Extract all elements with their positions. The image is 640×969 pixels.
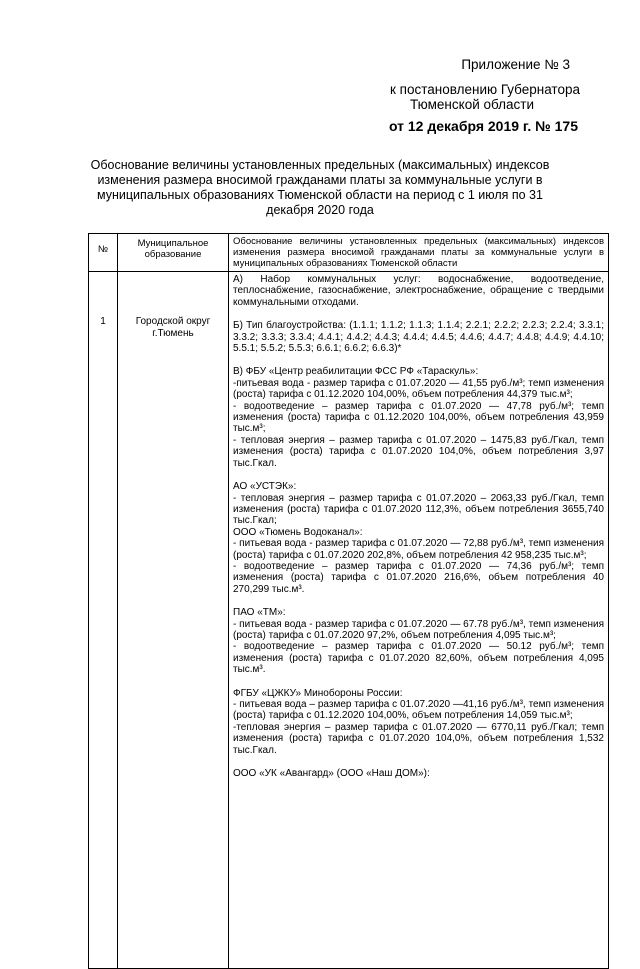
justification-paragraph: - питьевая вода - размер тарифа с 01.07.2020 — 72,88 руб./м³, темп изменения (роста) тарифа с 01.07.2020 202,8%, объем потребления 42 958,235 тыс.м³; <box>233 538 604 561</box>
header-municipality: Муниципальное образование <box>118 234 229 272</box>
justification-paragraph: ООО «УК «Авангард» (ООО «Наш ДОМ»): <box>233 768 430 780</box>
justification-paragraph: - тепловая энергия – размер тарифа с 01.07.2020 – 2063,33 руб./Гкал, темп изменения (роста) тарифа с 01.07.2020 112,3%, объем потребления 3655,740 тыс.Гкал; <box>233 492 604 527</box>
justification-paragraph: -тепловая энергия – размер тарифа с 01.07.2020 — 6770,11 руб./Гкал; темп изменения (роста) тарифа с 01.07.2020 104,0%, объем потребления 1,532 тыс.Гкал. <box>233 721 604 756</box>
header-num: № <box>89 234 118 272</box>
paragraph-gap <box>233 469 604 481</box>
justification-paragraph: - водоотведение – размер тарифа с 01.07.2020 — 50.12 руб./м³; темп изменения (роста) тарифа с 01.07.2020 82,60%, объем потребления 4,095 тыс.м³. <box>233 641 604 676</box>
row-municipality: Городской округ г.Тюмень <box>118 272 229 969</box>
paragraph-gap <box>233 676 604 688</box>
header-justification: Обоснование величины установленных предельных (максимальных) индексов изменения размера вносимой гражданами платы за коммунальные услуги в муниципальных образованиях Тюменской области <box>229 234 609 272</box>
row-justification <box>229 272 609 969</box>
document-title: Обоснование величины установленных предельных (максимальных) индексов изменения размера вносимой гражданами платы за коммунальные услуги в муниципальных образованиях Тюменской области на период с 1 июля по 31 декабря 2020 года <box>90 158 550 217</box>
justification-paragraph: ФГБУ «ЦЖКУ» Минобороны России: <box>233 687 403 699</box>
table-row <box>89 272 609 969</box>
justification-paragraph: А) Набор коммунальных услуг: водоснабжение, водоотведение, теплоснабжение, газоснабжение, электроснабжение, обращение с твердыми коммунальными отходами. <box>233 274 604 308</box>
justification-paragraph: - питьевая вода – размер тарифа с 01.07.2020 —41,16 руб./м³, темп изменения (роста) тарифа с 01.12.2020 104,00%, объем потребления 14,059 тыс.м³; <box>233 699 604 722</box>
justification-paragraph: ООО «Тюмень Водоканал»: <box>233 526 363 538</box>
justification-paragraph: АО «УСТЭК»: <box>233 481 297 493</box>
justification-paragraph: ПАО «ТМ»: <box>233 607 286 619</box>
appendix-number: Приложение № 3 <box>461 57 570 72</box>
justification-paragraph: - питьевая вода - размер тарифа с 01.07.2020 — 67.78 руб./м³, темп изменения (роста) тарифа с 01.07.2020 97,2%, объем потребления 4,095 тыс.м³; <box>233 618 604 641</box>
row-num: 1 <box>89 272 118 969</box>
paragraph-gap <box>233 595 604 607</box>
appendix-ref: к постановлению Губернатора <box>390 82 580 97</box>
justification-paragraph: Б) Тип благоустройства: (1.1.1; 1.1.2; 1.1.3; 1.1.4; 2.2.1; 2.2.2; 2.2.3; 2.2.4; 3.3.1; 3.3.2; 3.3.3; 3.3.4; 4.4.1; 4.4.2; 4.4.3; 4.4.4; 4.4.5; 4.4.6; 4.4.7; 4.4.8; 4.4.9; 4.4.10; 5.5.1; 5.5.2; 5.5.3; 6.6.1; 6.6.2; 6.6.3)* <box>233 320 604 355</box>
paragraph-gap <box>233 308 604 320</box>
justification-paragraph: -питьевая вода - размер тарифа с 01.07.2020 — 41,55 руб./м³; темп изменения (роста) тарифа с 01.12.2020 104,00%, объем потребления 44,379 тыс.м³; <box>233 377 604 401</box>
justification-paragraph: - водоотведение – размер тарифа с 01.07.2020 — 47,78 руб./м³; темп изменения (роста) тарифа с 01.12.2020 104,00%, объем потребления 43,959 тыс.м³; <box>233 400 604 435</box>
justification-paragraph: - водоотведение – размер тарифа с 01.07.2020 — 74,36 руб./м³; темп изменения (роста) тарифа с 01.07.2020 216,6%, объем потребления 40 270,299 тыс.м³. <box>233 560 604 595</box>
justification-paragraph: - тепловая энергия – размер тарифа с 01.07.2020 – 1475,83 руб./Гкал, темп изменения (роста) тарифа с 01.07.2020 104,0%, объем потребления 3,97 тыс.Гкал. <box>233 434 604 469</box>
resolution-date: от 12 декабря 2019 г. № 175 <box>388 118 578 134</box>
paragraph-gap <box>233 756 604 768</box>
appendix-region: Тюменской области <box>410 97 534 112</box>
justification-paragraph: В) ФБУ «Центр реабилитации ФСС РФ «Тараскуль»: <box>233 366 479 378</box>
justification-table <box>88 233 609 969</box>
table-header-row <box>89 234 609 272</box>
paragraph-gap <box>233 354 604 366</box>
